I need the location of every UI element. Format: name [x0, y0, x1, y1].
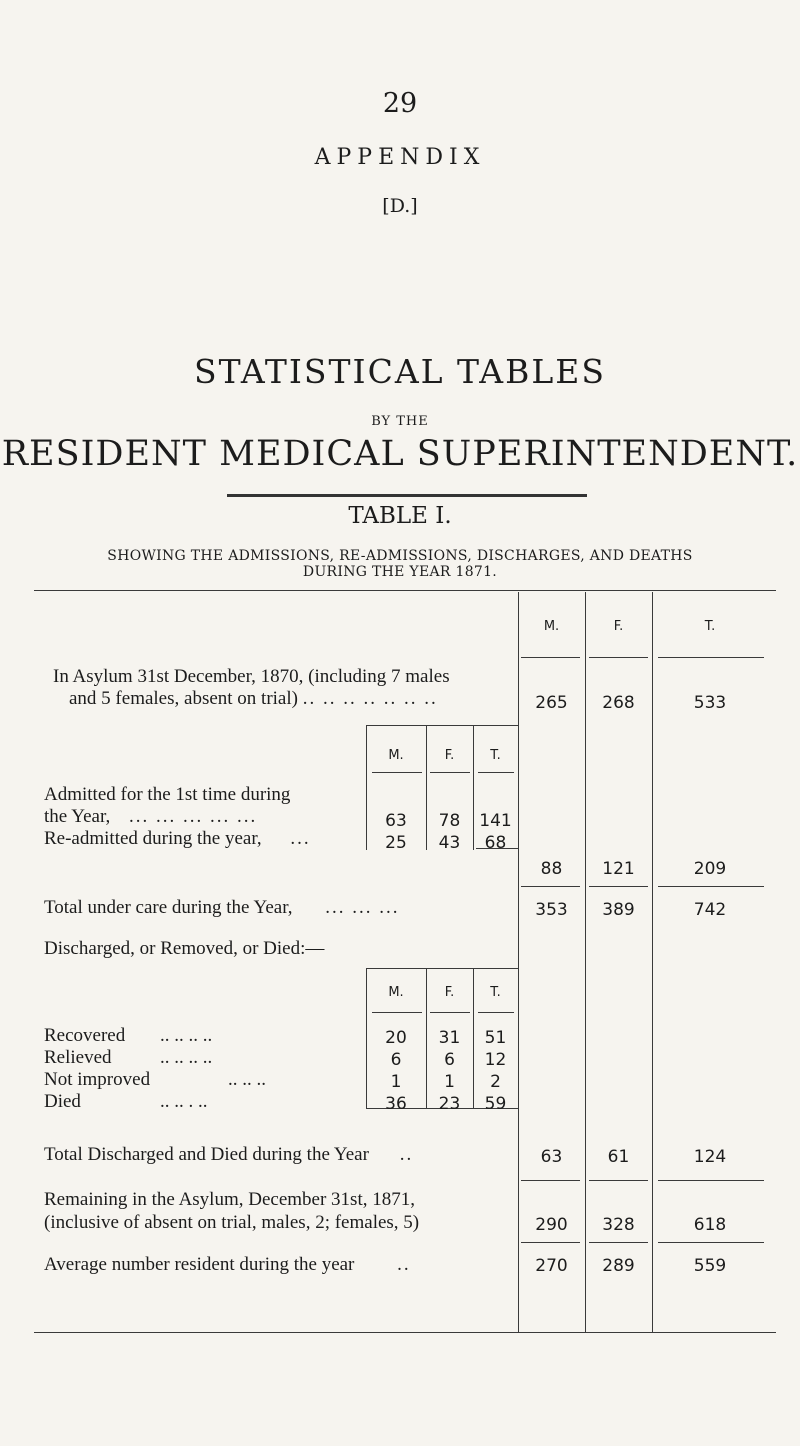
adm-header-m: M.: [388, 748, 404, 763]
total-discharged-f: 61: [607, 1147, 630, 1167]
header-f: F.: [613, 619, 624, 634]
first-admit-label-2: the Year, ... ... ... ... ...: [44, 806, 258, 827]
recovered-m: 20: [385, 1028, 407, 1048]
died-dots: .. .. . ..: [160, 1091, 208, 1112]
by-line: BY THE: [371, 414, 429, 429]
readmit-f: 43: [438, 833, 461, 853]
average-t: 559: [693, 1256, 727, 1276]
dis-header-t: T.: [490, 985, 501, 1000]
under-care-m: 353: [535, 900, 568, 920]
average-f: 289: [602, 1256, 635, 1276]
under-care-label: Total under care during the Year, ... ... ...: [44, 897, 400, 918]
average-m: 270: [535, 1256, 568, 1276]
total-discharged-m: 63: [540, 1147, 563, 1167]
caption-line-2: DURING THE YEAR 1871.: [302, 564, 498, 580]
readmit-t: 68: [484, 833, 507, 853]
relieved-f: 6: [444, 1050, 455, 1070]
table-caption: [30, 548, 770, 580]
died-label: Died: [44, 1091, 81, 1112]
title-rule: [227, 494, 587, 497]
recovered-label: Recovered: [44, 1025, 126, 1046]
in-asylum-f: 268: [602, 693, 635, 713]
first-admit-m: 63: [385, 811, 407, 831]
under-care-f: 389: [602, 900, 635, 920]
in-asylum-t: 533: [693, 693, 727, 713]
not-improved-m: 1: [390, 1072, 402, 1092]
recovered-f: 31: [438, 1028, 461, 1048]
under-care-t: 742: [693, 900, 727, 920]
in-asylum-m: 265: [535, 693, 568, 713]
relieved-t: 12: [484, 1050, 507, 1070]
adm-header-f: F.: [444, 748, 455, 763]
average-label: Average number resident during the year ..: [44, 1254, 411, 1275]
readmit-m: 25: [385, 833, 407, 853]
table-bottom-rule: [34, 1332, 776, 1333]
in-asylum-label-1: In Asylum 31st December, 1870, (including 7 males: [53, 666, 450, 687]
died-m: 36: [385, 1094, 407, 1114]
appendix-title: APPENDIX: [314, 145, 486, 170]
total-discharged-t: 124: [693, 1147, 727, 1167]
recovered-dots: .. .. .. ..: [160, 1025, 213, 1046]
not-improved-label: Not improved: [44, 1069, 151, 1090]
readmit-label: Re-admitted during the year, ...: [44, 828, 311, 849]
main-title: STATISTICAL TABLES: [194, 352, 606, 391]
remaining-label-2: (inclusive of absent on trial, males, 2; females, 5): [44, 1212, 420, 1233]
adm-header-t: T.: [490, 748, 501, 763]
header-m: M.: [543, 619, 560, 634]
total-discharged-label: Total Discharged and Died during the Year ..: [44, 1144, 414, 1165]
remaining-f: 328: [602, 1215, 635, 1235]
relieved-label: Relieved: [44, 1047, 112, 1068]
discharged-heading: Discharged, or Removed, or Died:—: [44, 938, 325, 959]
first-admit-t: 141: [479, 811, 512, 831]
admit-total-t: 209: [693, 859, 727, 879]
not-improved-t: 2: [490, 1072, 501, 1092]
dis-header-m: M.: [388, 985, 404, 1000]
admit-total-f: 121: [602, 859, 635, 879]
page-number: 29: [382, 88, 418, 119]
appendix-subtitle: [D.]: [382, 195, 418, 217]
relieved-dots: .. .. .. ..: [160, 1047, 213, 1068]
relieved-m: 6: [390, 1050, 402, 1070]
in-asylum-label-2: and 5 females, absent on trial) .. .. .. .. .. .. ..: [69, 688, 438, 709]
died-f: 23: [438, 1094, 461, 1114]
first-admit-f: 78: [438, 811, 461, 831]
recovered-t: 51: [484, 1028, 507, 1048]
caption-line-1: SHOWING THE ADMISSIONS, RE-ADMISSIONS, DISCHARGES, AND DEATHS: [107, 548, 693, 564]
admit-total-m: 88: [540, 859, 563, 879]
table-top-rule: [34, 590, 776, 591]
remaining-t: 618: [693, 1215, 727, 1235]
dis-header-f: F.: [444, 985, 455, 1000]
remaining-label-1: Remaining in the Asylum, December 31st, 1871,: [44, 1189, 415, 1210]
first-admit-label-1: Admitted for the 1st time during: [44, 784, 291, 805]
died-t: 59: [484, 1094, 507, 1114]
author-title: RESIDENT MEDICAL SUPERINTENDENT.: [1, 434, 799, 474]
not-improved-dots: .. .. ..: [228, 1069, 266, 1090]
not-improved-f: 1: [444, 1072, 455, 1092]
header-t: T.: [704, 619, 716, 634]
table-title: TABLE I.: [348, 503, 452, 529]
remaining-m: 290: [535, 1215, 568, 1235]
